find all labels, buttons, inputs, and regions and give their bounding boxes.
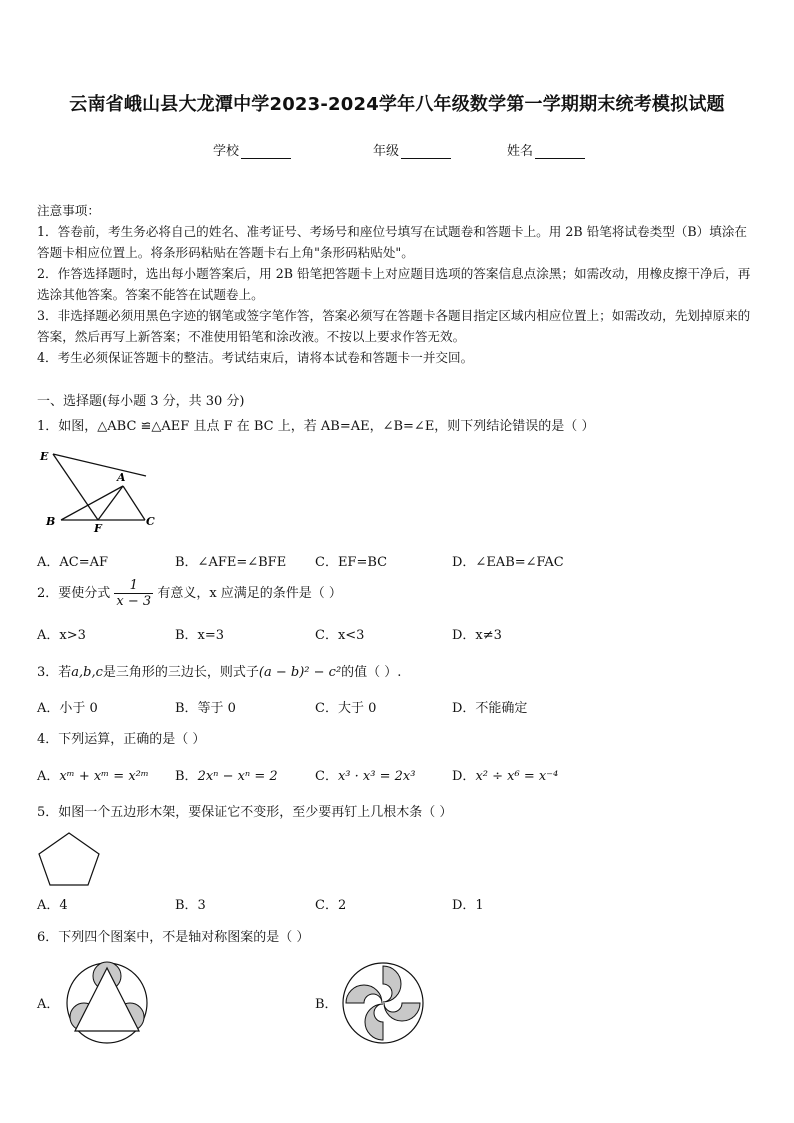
name-field: [507, 140, 585, 159]
q3-option-d: D．不能确定: [452, 701, 528, 716]
q2-denominator: x − 3: [116, 594, 152, 609]
q1-label-b: B: [46, 515, 56, 528]
q1-label-f: F: [94, 522, 102, 534]
q4-option-d-expr: x² ÷ x⁶ = x⁻⁴: [475, 769, 559, 784]
name-label: 姓名: [507, 144, 534, 159]
q4-option-a-label: A．: [37, 769, 60, 784]
q4-option-c-expr: x³ · x³ = 2x³: [337, 769, 416, 784]
q4-option-b-expr: 2xⁿ − xⁿ = 2: [197, 769, 278, 784]
notes-block: [37, 200, 759, 368]
q2-prefix: 2．要使分式: [37, 586, 111, 601]
q6-figure-b: [340, 960, 426, 1046]
notes-heading: 注意事项：: [37, 203, 100, 218]
grade-blank: [401, 146, 451, 159]
q4-stem: 4．下列运算，正确的是（ ）: [37, 732, 206, 747]
q4-option-a: [37, 765, 149, 784]
note-item: 1．答卷前，考生务必将自己的姓名、准考证号、考场号和座位号填写在试题卷和答题卡上。用 2B 铅笔将试卷类型（B）填涂在答题卡相应位置上。将条形码粘贴在答题卡右上角"条形码粘贴处"。: [37, 224, 748, 260]
q2-option-b: B．x=3: [175, 628, 225, 643]
q2-option-d: D．x≠3: [452, 628, 502, 643]
q2-option-a: A．x>3: [37, 628, 86, 643]
page-title: 云南省峨山县大龙潭中学2023-2024学年八年级数学第一学期期末统考模拟试题: [69, 94, 725, 115]
q3-stem: [37, 661, 759, 680]
grade-label: 年级: [373, 144, 400, 159]
q6-stem: 6．下列四个图案中，不是轴对称图案的是（ ）: [37, 930, 310, 945]
q1-option-a: A．AC=AF: [37, 555, 109, 570]
q3-vars: a,b,c: [71, 665, 103, 680]
q1-option-c: C．EF=BC: [315, 555, 388, 570]
q4-option-a-expr: xᵐ + xᵐ = x²ᵐ: [59, 769, 149, 784]
q1-triangle-figure: [38, 446, 163, 534]
q4-option-d: [452, 765, 558, 784]
q5-option-a: A．4: [37, 898, 68, 913]
q1-stem: 1．如图，△ABC ≌△AEF 且点 F 在 BC 上，若 AB=AE，∠B=∠E，则下列结论错误的是（ ）: [37, 419, 595, 434]
q1-option-b: B．∠AFE=∠BFE: [175, 555, 287, 570]
section-heading: 一、选择题(每小题 3 分，共 30 分): [37, 394, 245, 409]
q2-option-c: C．x<3: [315, 628, 365, 643]
q4-option-d-label: D．: [452, 769, 476, 784]
q2-suffix: 有意义，x 应满足的条件是（ ）: [157, 586, 342, 601]
q5-option-c: C．2: [315, 898, 347, 913]
q3-expression: (a − b)² − c²: [258, 665, 342, 680]
q1-label-e: E: [40, 450, 49, 463]
q4-option-c: [315, 765, 415, 784]
pentagon-figure: [36, 830, 102, 888]
q1-label-a: A: [117, 471, 126, 484]
q5-stem: 5．如图一个五边形木架，要保证它不变形，至少要再钉上几根木条（ ）: [37, 805, 453, 820]
name-blank: [535, 146, 585, 159]
school-field: [213, 140, 291, 159]
school-label: 学校: [213, 144, 240, 159]
note-item: 4．考生必须保证答题卡的整洁。考试结束后，请将本试卷和答题卡一并交回。: [37, 350, 474, 365]
q4-option-b: [175, 765, 278, 784]
q2-fraction: [114, 578, 153, 609]
q3-mid: 是三角形的三边长，则式子: [102, 665, 259, 680]
q5-option-d: D．1: [452, 898, 484, 913]
grade-field: [373, 140, 451, 159]
q3-suffix: 的值（ ）.: [341, 665, 402, 680]
q1-label-c: C: [146, 515, 155, 528]
q3-prefix: 3．若: [37, 665, 72, 680]
q4-option-c-label: C．: [315, 769, 338, 784]
q2-stem: [37, 578, 759, 609]
q4-option-b-label: B．: [175, 769, 198, 784]
q6-figure-a: [64, 960, 150, 1046]
q6-option-a-label: A．: [37, 997, 60, 1012]
q6-option-b-label: B．: [315, 997, 338, 1012]
school-blank: [241, 146, 291, 159]
note-item: 2．作答选择题时，选出每小题答案后，用 2B 铅笔把答题卡上对应题目选项的答案信息点涂黑；如需改动，用橡皮擦干净后，再选涂其他答案。答案不能答在试题卷上。: [37, 266, 751, 302]
q5-option-b: B．3: [175, 898, 206, 913]
q2-numerator: 1: [114, 578, 153, 594]
q1-option-d: D．∠EAB=∠FAC: [452, 555, 564, 570]
q3-option-b: B．等于 0: [175, 701, 236, 716]
q3-option-a: A．小于 0: [37, 701, 98, 716]
q3-option-c: C．大于 0: [315, 701, 377, 716]
note-item: 3．非选择题必须用黑色字迹的钢笔或签字笔作答，答案必须写在答题卡各题目指定区域内相应位置上；如需改动，先划掉原来的答案，然后再写上新答案；不准使用铅笔和涂改液。不按以上要求作答无效。: [37, 308, 751, 344]
